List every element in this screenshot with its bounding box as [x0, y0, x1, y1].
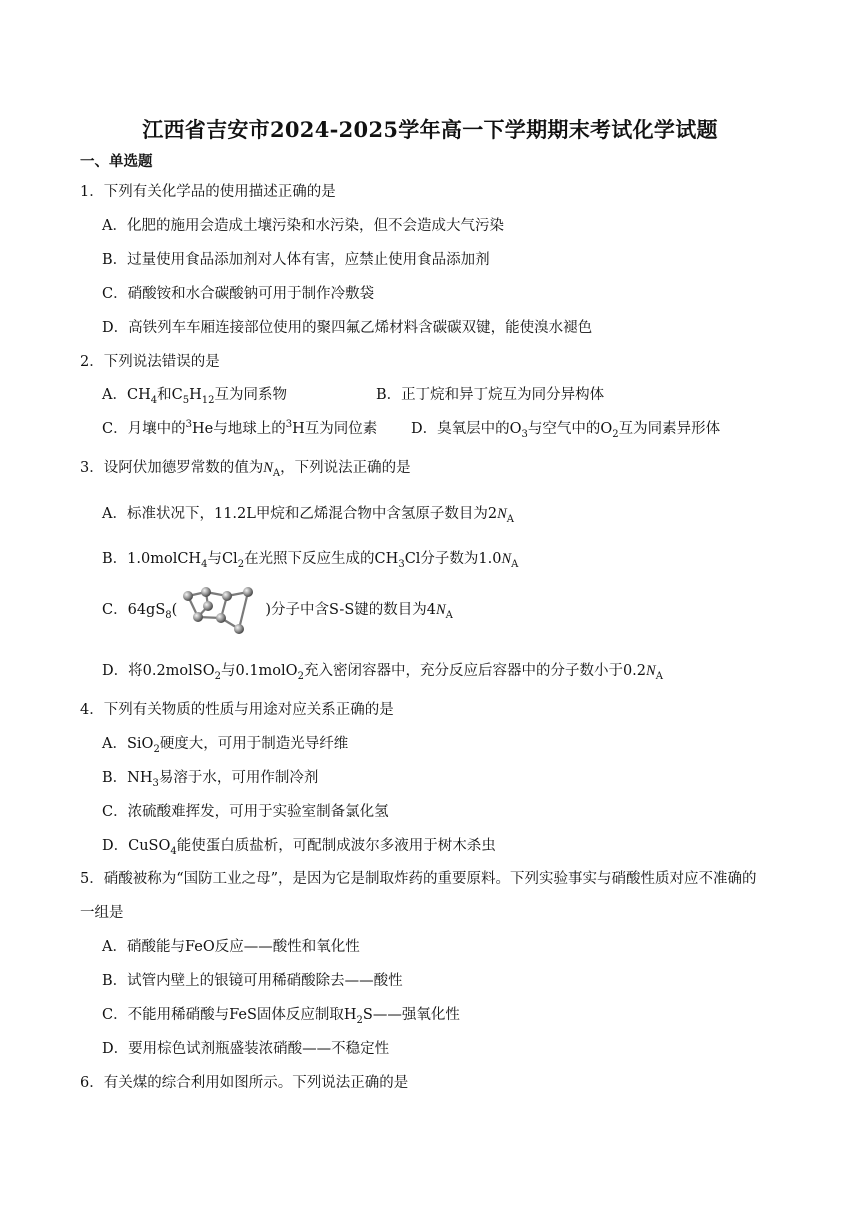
s8-molecule-image — [178, 584, 264, 636]
question-2-option-c: C．月壤中的$^3$He与地球上的$^3$H互为同位素 — [102, 419, 378, 437]
question-2-option-b: B．正丁烷和异丁烷互为同分异构体 — [376, 387, 605, 403]
question-5-option-b: B．试管内壁上的银镜可用稀硝酸除去——酸性 — [102, 973, 403, 989]
question-2-option-a: A．$CH_4$和$C_5H_{12}$互为同系物 — [102, 387, 287, 406]
question-6-stem: 6．有关煤的综合利用如图所示。下列说法正确的是 — [80, 1075, 409, 1091]
question-5-stem-line2: 一组是 — [80, 905, 124, 921]
question-4-option-c: C．浓硫酸难挥发，可用于实验室制备氯化氢 — [102, 804, 389, 820]
question-5-option-c: C．不能用稀硝酸与FeS固体反应制取$H_2S——$强氧化性 — [102, 1007, 460, 1026]
question-3-option-c: C．$64gS_8$( )分子中含S-S键的数目为$4N_A$ — [102, 584, 453, 636]
question-3-stem: 3．设阿伏加德罗常数的值为$N_A$，下列说法正确的是 — [80, 460, 411, 479]
question-3-option-d: D．将0.2molSO$_2$与0.1molO$_2$充入密闭容器中，充分反应后容器中的分子数小于$0.2N_A$ — [102, 663, 663, 682]
question-3-option-a: A．标准状况下，11.2L甲烷和乙烯混合物中含氢原子数目为$2N_A$ — [102, 506, 515, 525]
question-2-option-d: D．臭氧层中的$O_3$与空气中的$O_2$互为同素异形体 — [411, 421, 721, 440]
question-1-option-c: C．硝酸铵和水合碳酸钠可用于制作冷敷袋 — [102, 286, 375, 302]
question-1-option-d: D．高铁列车车厢连接部位使用的聚四氟乙烯材料含碳碳双键，能使溴水褪色 — [102, 320, 593, 336]
question-5-stem-line1: 5．硝酸被称为“国防工业之母”，是因为它是制取炸药的重要原料。下列实验事实与硝酸性质对应不准确的 — [80, 871, 757, 887]
question-5-option-a: A．硝酸能与FeO反应——酸性和氧化性 — [102, 939, 360, 955]
page-title: 江西省吉安市2024-2025学年高一下学期期末考试化学试题 — [142, 117, 718, 142]
question-1-option-b: B．过量使用食品添加剂对人体有害，应禁止使用食品添加剂 — [102, 252, 490, 268]
section-heading: 一、单选题 — [80, 153, 153, 170]
question-1-stem: 1．下列有关化学品的使用描述正确的是 — [80, 184, 336, 200]
question-3-option-b: B．1.0molCH$_4$与$Cl_2$在光照下反应生成的$CH_3Cl$分子数为$1.0N_A$ — [102, 551, 519, 570]
question-2-stem: 2．下列说法错误的是 — [80, 354, 220, 370]
question-4-option-d: D．CuSO$_4$能使蛋白质盐析，可配制成波尔多液用于树木杀虫 — [102, 838, 496, 857]
question-4-stem: 4．下列有关物质的性质与用途对应关系正确的是 — [80, 702, 394, 718]
question-4-option-b: B．$NH_3$易溶于水，可用作制冷剂 — [102, 770, 319, 789]
question-1-option-a: A．化肥的施用会造成土壤污染和水污染，但不会造成大气污染 — [102, 218, 504, 234]
question-4-option-a: A．SiO$_2$硬度大，可用于制造光导纤维 — [102, 736, 349, 755]
question-5-option-d: D．要用棕色试剂瓶盛装浓硝酸——不稳定性 — [102, 1041, 390, 1057]
